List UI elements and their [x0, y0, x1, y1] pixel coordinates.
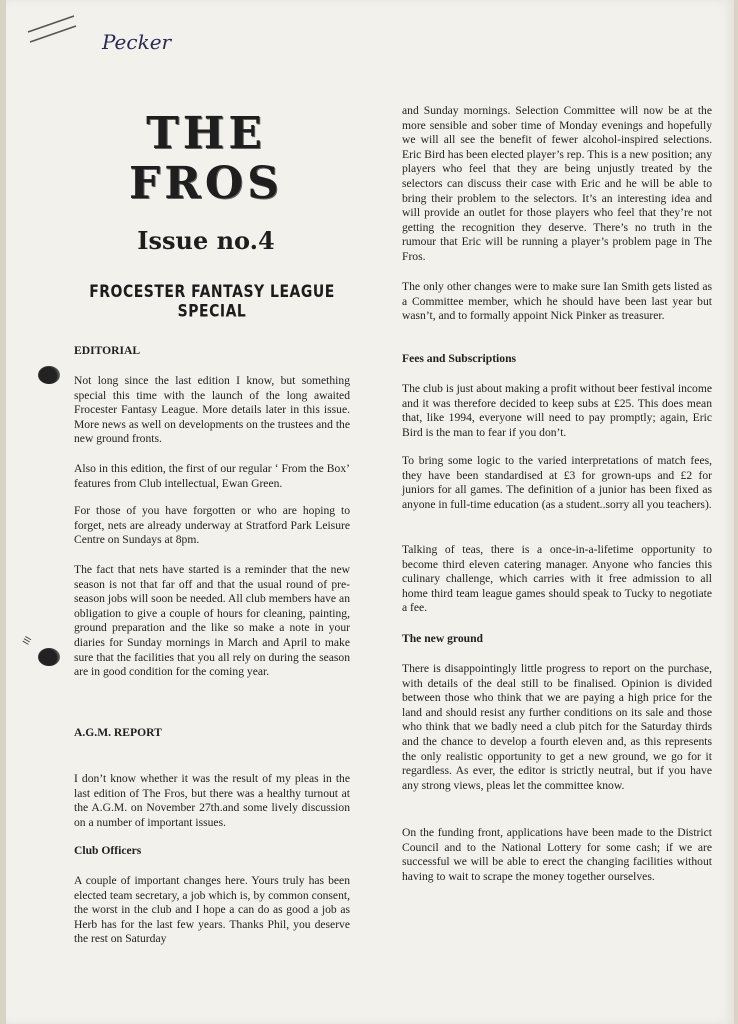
handwritten-annotation: Pecker — [102, 30, 172, 54]
punch-hole — [38, 648, 60, 666]
margin-note: III — [21, 635, 35, 647]
teas-paragraph: Talking of teas, there is a once-in-a-lifetime opportunity to become third eleven catering manager. Anyone who fancies this culinary challenge, which carries with it free admission to all home third team league games should speak to Tucky to negotiate a fee. — [402, 543, 712, 615]
fees-heading: Fees and Subscriptions — [402, 352, 517, 365]
pen-strike-mark — [26, 12, 78, 46]
agm-paragraph: I don’t know whether it was the result of my pleas in the last edition of The Fros, but there was a healthy turnout at the A.G.M. on November 27th.and some lively discussion on a number of important issues. — [74, 772, 350, 829]
agm-heading: A.G.M. REPORT — [74, 726, 162, 739]
editorial-paragraph: Also in this edition, the first of our regular ‘ From the Box’ features from Club intellectual, Ewan Green. — [74, 462, 350, 490]
officers-continued-paragraph: and Sunday mornings. Selection Committee will now be at the more sensible and sober time of Monday evenings and hopefully we will all see the benefit of fewer alcohol-inspired selections. Eric Bird has been elected player’s rep. This is a new position; any players who feel that they are being unjustly treated by the selectors can discuss their case with Eric and he will be able to bring their problem to the selectors. It’s an interesting idea and will provide an outlet for those players who feel that they’re not getting the recognition they deserve. There’s no truth in the rumour that Eric will be running a player’s problem page in The Fros. — [402, 104, 712, 263]
right-column — [402, 0, 712, 1024]
editorial-paragraph: For those of you have forgotten or who are hoping to forget, nets are already underway at Stratford Park Leisure Centre on Sundays at 8pm. — [74, 504, 350, 547]
newsletter-page — [6, 0, 734, 1024]
masthead-title-line1: THE — [146, 108, 266, 159]
left-column — [74, 0, 350, 1024]
club-officers-paragraph: A couple of important changes here. Yours truly has been elected team secretary, a job which is, by common consent, the worst in the club and I hope a can do as good a job as Herb has for the last few years. Thanks Phil, you deserve the rest on Saturday — [74, 874, 350, 946]
fees-paragraph: To bring some logic to the varied interpretations of match fees, they have been standardised at £3 for grown-ups and £2 for juniors for all games. The definition of a junior has been fixed as anyone in full-time education (as a student..sorry all you teachers). — [402, 454, 712, 511]
fees-paragraph: The club is just about making a profit without beer festival income and it was therefore decided to keep subs at £25. This does mean that, like 1994, everyone will need to pay promptly; again, Eric Bird is the man to fear if you don’t. — [402, 382, 712, 439]
editorial-paragraph: Not long since the last edition I know, but something special this time with the launch of the long awaited Frocester Fantasy League. More details later in this issue. More news as well on developments on the trustees and the new ground fronts. — [74, 374, 350, 446]
issue-number: Issue no.4 — [137, 226, 275, 255]
masthead-subtitle: FROCESTER FANTASY LEAGUE SPECIAL — [89, 282, 335, 322]
club-officers-heading: Club Officers — [74, 844, 142, 857]
editorial-paragraph: The fact that nets have started is a reminder that the new season is not that far off and that the usual round of pre-season jobs will soon be needed. All club members have an obligation to give a couple of hours for cleaning, painting, ground preparation and the like so make a note in your diaries for Sunday mornings in March and April to make sure that the facilities that you all rely on during the season are in good condition for the coming year. — [74, 563, 350, 679]
new-ground-heading: The new ground — [402, 632, 483, 645]
editorial-heading: EDITORIAL — [74, 344, 141, 357]
committee-paragraph: The only other changes were to make sure Ian Smith gets listed as a Committee member, which he should have been last year but wasn’t, and to formally appoint Nick Pinker as treasurer. — [402, 280, 712, 323]
punch-hole — [38, 366, 60, 384]
funding-paragraph: On the funding front, applications have been made to the District Council and to the National Lottery for some cash; if we are successful we will be able to erect the changing facilities without having to wait to scrape the money together ourselves. — [402, 826, 712, 883]
new-ground-paragraph: There is disappointingly little progress to report on the purchase, with details of the deal still to be finalised. Opinion is divided between those who think that we are paying a high price for the land and should resist any further conditions on its sale and those who think that we badly need a club pitch for the Saturday thirds and the chance to develop a fourth eleven and, as this represents the only realistic opportunity to get a new ground, we go for it regardless. As ever, the editor is strictly neutral, but if you have any strong views, pleas let the committee know. — [402, 662, 712, 792]
masthead-title-line2: FROS — [129, 158, 283, 209]
